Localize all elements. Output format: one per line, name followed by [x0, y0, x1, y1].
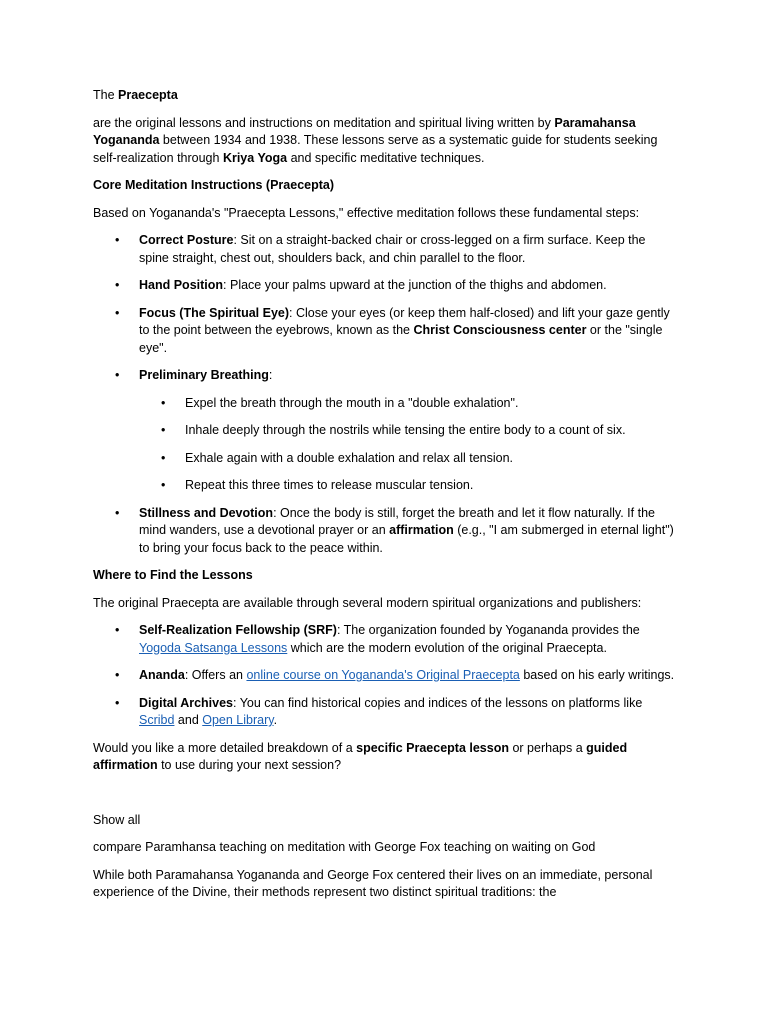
steps-list — [93, 232, 678, 557]
ananda-course-link[interactable]: online course on Yogananda's Original Praecepta — [246, 668, 520, 682]
sub-list-item: • Exhale again with a double exhalation and relax all tension. — [93, 450, 678, 468]
compare-prompt: compare Paramhansa teaching on meditation with George Fox teaching on waiting on God — [93, 840, 596, 854]
core-heading: Core Meditation Instructions (Praecepta) — [93, 178, 335, 192]
list-item: • Correct Posture: Sit on a straight-backed chair or cross-legged on a firm surface. Keep the spine straight, chest out, shoulders back, and chin parallel to the floor. — [115, 233, 646, 265]
sources-list — [93, 622, 678, 730]
bullet-icon: • — [115, 668, 120, 682]
sub-list-item: • Repeat this three times to release muscular tension. — [93, 477, 678, 495]
sub-list-item: • Expel the breath through the mouth in a "double exhalation". — [93, 395, 678, 413]
doc-title: The Praecepta — [93, 88, 178, 102]
where-heading: Where to Find the Lessons — [93, 568, 253, 582]
bullet-icon: • — [161, 450, 166, 465]
bullet-icon: • — [115, 305, 120, 320]
bullet-icon: • — [115, 278, 120, 292]
spacer — [93, 785, 678, 812]
bullet-icon: • — [161, 395, 166, 410]
bullet-icon: • — [115, 233, 120, 247]
intro-paragraph: are the original lessons and instructions on meditation and spiritual living written by Paramahansa Yogananda between 1934 and 1938. These lessons serve as a systematic guide for students seeking self-realization through Kriya Yoga and specific meditative techniques. — [93, 115, 658, 165]
scribd-link[interactable]: Scribd — [139, 713, 175, 727]
list-item: • Stillness and Devotion: Once the body is still, forget the breath and let it flow naturally. If the mind wanders, use a devotional prayer or an affirmation (e.g., "I am submerged in eternal light") to bring your focus back to the peace within. — [115, 505, 674, 555]
list-item: • Digital Archives: You can find historical copies and indices of the lessons on platforms like Scribd and Open Library. — [115, 695, 643, 727]
compare-response: While both Paramahansa Yogananda and George Fox centered their lives on an immediate, personal experience of the Divine, their methods represent two distinct spiritual traditions: the — [93, 867, 653, 899]
sub-list-item: • Inhale deeply through the nostrils while tensing the entire body to a count of six. — [93, 422, 678, 440]
list-item: • Preliminary Breathing: — [93, 367, 678, 385]
yogoda-lessons-link[interactable]: Yogoda Satsanga Lessons — [139, 640, 288, 655]
bullet-icon: • — [115, 368, 120, 382]
bullet-icon: • — [161, 423, 166, 437]
show-all-button[interactable]: Show all — [93, 812, 141, 827]
bullet-icon: • — [115, 623, 120, 637]
where-intro: The original Praecepta are available through several modern spiritual organizations and publishers: — [93, 595, 642, 610]
bullet-icon: • — [161, 478, 166, 492]
core-intro: Based on Yogananda's "Praecepta Lessons," effective meditation follows these fundamental steps: — [93, 205, 640, 220]
list-item: • Self-Realization Fellowship (SRF): The organization founded by Yogananda provides the Yogoda Satsanga Lessons which are the modern evolution of the original Praecepta. — [115, 623, 640, 655]
document-body — [93, 87, 678, 912]
open-library-link[interactable]: Open Library — [202, 713, 274, 727]
list-item: • Hand Position: Place your palms upward at the junction of the thighs and abdomen. — [93, 277, 678, 295]
bullet-icon: • — [115, 505, 120, 520]
bullet-icon: • — [115, 695, 120, 710]
list-item: • Ananda: Offers an online course on Yogananda's Original Praecepta based on his early writings. — [93, 667, 678, 685]
follow-up-question: Would you like a more detailed breakdown of a specific Praecepta lesson or perhaps a guided affirmation to use during your next session? — [93, 740, 628, 772]
list-item: • Focus (The Spiritual Eye): Close your eyes (or keep them half-closed) and lift your gaze gently to the point between the eyebrows, known as the Christ Consciousness center or the "single eye". — [115, 305, 670, 355]
